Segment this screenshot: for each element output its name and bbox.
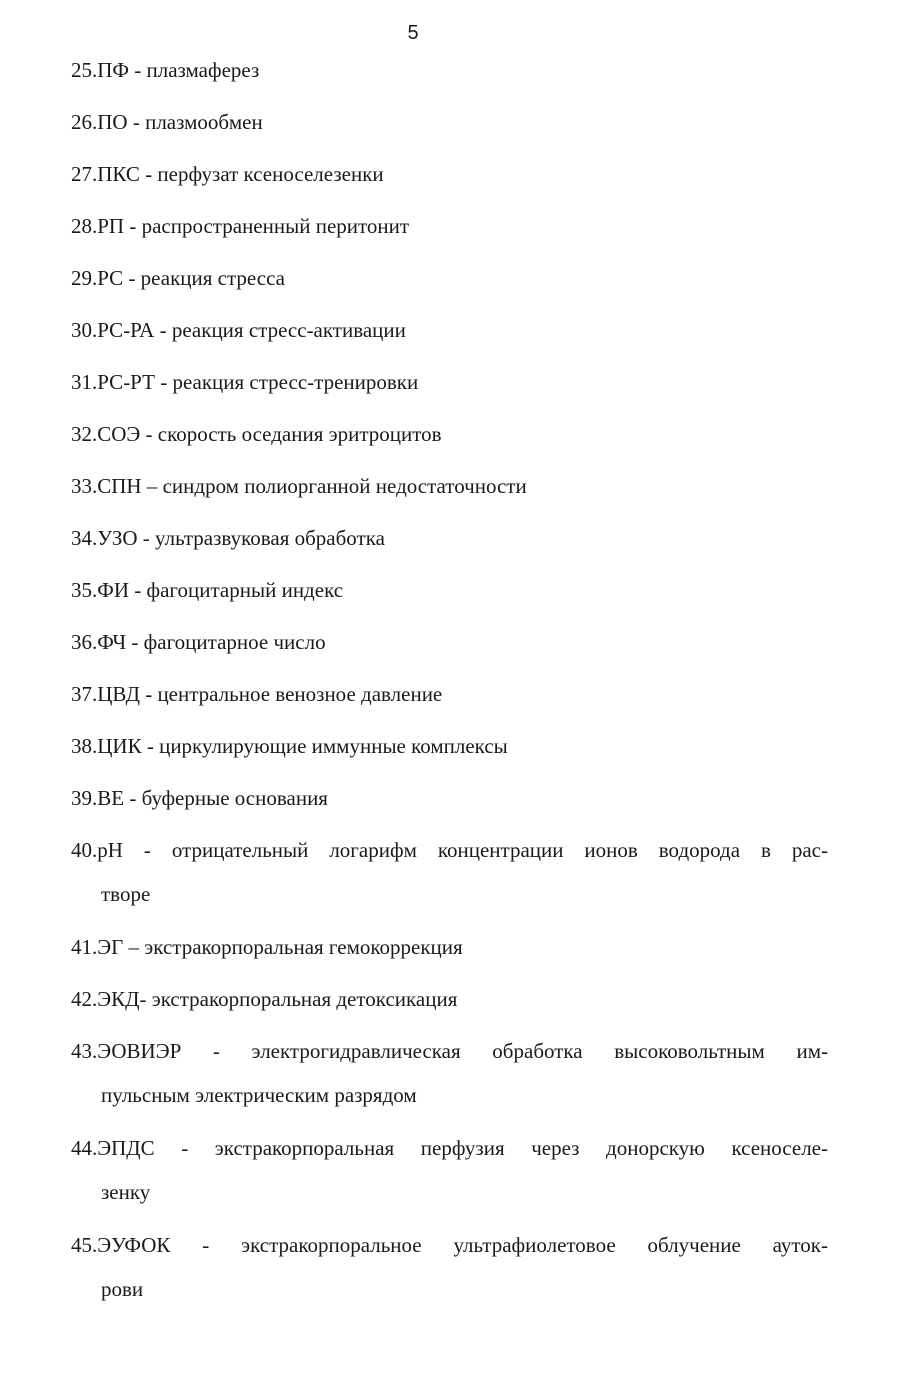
list-item: 30.РС-РА - реакция стресс-активации [71, 318, 406, 342]
list-item-line-2: зенку [101, 1180, 151, 1204]
list-item-line-2: пульсным электрическим разрядом [101, 1083, 417, 1107]
list-item: 42.ЭКД- экстракорпоральная детоксикация [71, 987, 458, 1011]
list-item-line-1: 43.ЭОВИЭР - электрогидравлическая обработка высоковольтным им- [71, 1039, 828, 1063]
abbreviation-list [71, 56, 828, 1328]
list-item [71, 1029, 828, 1117]
list-item: 34.УЗО - ультразвуковая обработка [71, 526, 385, 550]
list-item: 35.ФИ - фагоцитарный индекс [71, 578, 344, 602]
list-item: 37.ЦВД - центральное венозное давление [71, 682, 443, 706]
list-item: 27.ПКС - перфузат ксеноселезенки [71, 162, 384, 186]
list-item: 33.СПН – синдром полиорганной недостаточности [71, 474, 527, 498]
list-item: 29.РС - реакция стресса [71, 266, 285, 290]
list-item: 31.РС-РТ - реакция стресс-тренировки [71, 370, 419, 394]
list-item [71, 1223, 828, 1311]
list-item-line-1: 44.ЭПДС - экстракорпоральная перфузия через донорскую ксеноселе- [71, 1136, 828, 1160]
list-item: 41.ЭГ – экстракорпоральная гемокоррекция [71, 935, 463, 959]
list-item: 25.ПФ - плазмаферез [71, 58, 260, 82]
list-item: 28.РП - распространенный перитонит [71, 214, 410, 238]
list-item [71, 828, 828, 916]
list-item [71, 1126, 828, 1214]
list-item: 38.ЦИК - циркулирующие иммунные комплексы [71, 734, 508, 758]
page-number: 5 [407, 22, 419, 44]
list-item: 36.ФЧ - фагоцитарное число [71, 630, 326, 654]
list-item: 39.BE - буферные основания [71, 786, 328, 810]
list-item-line-2: рови [101, 1277, 144, 1301]
list-item-line-1: 45.ЭУФОК - экстракорпоральное ультрафиолетовое облучение ауток- [71, 1233, 828, 1257]
list-item-line-2: творе [101, 882, 151, 906]
list-item: 32.СОЭ - скорость оседания эритроцитов [71, 422, 442, 446]
list-item-line-1: 40.рН - отрицательный логарифм концентрации ионов водорода в рас- [71, 838, 828, 862]
list-item: 26.ПО - плазмообмен [71, 110, 263, 134]
